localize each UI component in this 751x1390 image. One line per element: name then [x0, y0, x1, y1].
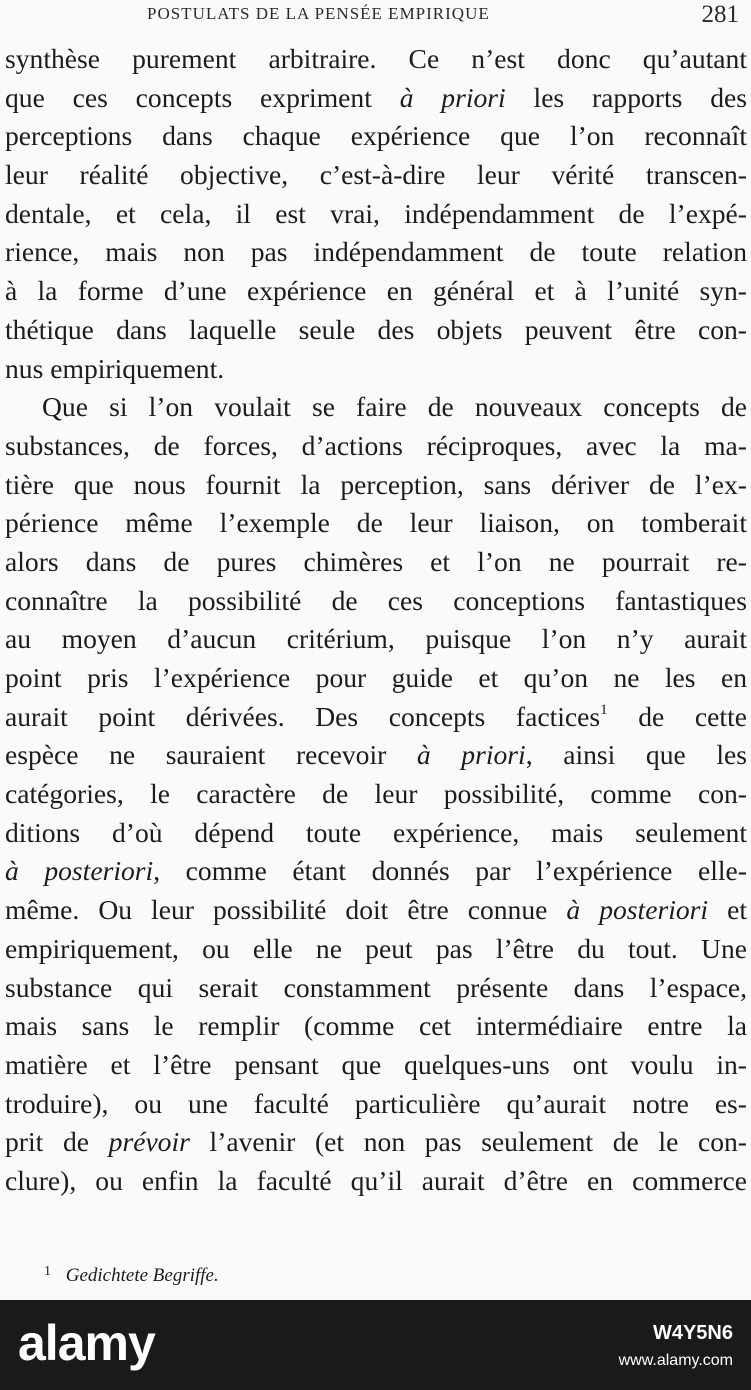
line-text: prit de — [5, 1126, 109, 1158]
text-line — [5, 40, 747, 79]
line-text: point pris l’expérience pour guide et qu’on ne les en — [5, 662, 747, 693]
line-text: connaître la possibilité de ces conceptions fantastiques — [5, 584, 747, 616]
italic-phrase: à priori — [399, 81, 506, 113]
italic-phrase: à posteriori — [5, 855, 154, 887]
text-line — [5, 775, 747, 814]
text-line — [5, 350, 747, 389]
line-text: matière et l’être pensant que quelques-uns ont voulu in- — [5, 1048, 747, 1080]
text-line — [5, 620, 747, 659]
text-line — [5, 969, 747, 1008]
line-text: même. Ou leur possibilité doit être connue — [5, 894, 567, 926]
line-text: Que si l’on voulait se faire de nouveaux concepts de — [42, 391, 747, 423]
text-line — [5, 814, 747, 853]
text-line — [5, 233, 747, 272]
text-line — [5, 659, 747, 698]
text-line — [5, 1162, 747, 1201]
line-text: troduire), ou une faculté particulière qu’aurait notre es- — [5, 1087, 747, 1119]
footnote-reference: 1 — [600, 701, 608, 718]
text-line — [5, 543, 747, 582]
body-text — [5, 40, 747, 1201]
line-text: thétique dans laquelle seule des objets peuvent être con- — [5, 313, 747, 345]
line-text: ditions d’où dépend toute expérience, mais seulement — [5, 816, 747, 848]
line-text: mais sans le remplir (comme cet intermédiaire entre la — [5, 1010, 747, 1042]
line-text: espèce ne sauraient recevoir — [5, 739, 417, 771]
text-line — [5, 1123, 747, 1162]
line-text: à la forme d’une expérience en général et à l’unité syn- — [5, 275, 747, 307]
text-line — [5, 698, 747, 737]
running-head — [147, 1, 739, 28]
text-line — [5, 311, 747, 350]
text-line — [5, 1085, 747, 1124]
text-line — [5, 156, 747, 195]
footnote-text: Gedichtete Begriffe. — [65, 1265, 219, 1286]
line-text: périence même l’exemple de leur liaison, on tomberait — [5, 507, 747, 539]
running-title: POSTULATS DE LA PENSÉE EMPIRIQUE — [147, 4, 490, 23]
text-line — [5, 388, 747, 427]
text-line — [5, 466, 747, 505]
text-line — [5, 930, 747, 969]
image-id: W4Y5N6 — [652, 1322, 733, 1344]
line-text: nus empiriquement. — [5, 352, 225, 384]
text-line — [5, 852, 747, 891]
line-text: rience, mais non pas indépendamment de toute relation — [5, 236, 747, 268]
text-line — [5, 79, 747, 118]
stock-logo: alamy — [18, 1315, 155, 1371]
text-line — [5, 272, 747, 311]
line-text: que ces concepts expriment — [5, 81, 400, 113]
text-line — [5, 582, 747, 621]
line-text: perceptions dans chaque expérience que l’on reconnaît — [5, 120, 747, 152]
site-url: www.alamy.com — [618, 1352, 733, 1369]
text-line — [5, 1046, 747, 1085]
footnote-mark: 1 — [44, 1264, 51, 1279]
line-text: substances, de forces, d’actions réciproques, avec la ma- — [5, 429, 747, 461]
page-number: 281 — [701, 1, 739, 28]
line-text: aurait point dérivées. Des concepts factices — [5, 700, 601, 732]
text-line — [5, 1007, 747, 1046]
line-text-after: de cette — [607, 700, 747, 732]
line-text: au moyen d’aucun critérium, puisque l’on n’y aurait — [5, 623, 747, 655]
line-text: empiriquement, ou elle ne peut pas l’être du tout. Une — [5, 932, 747, 964]
line-text: tière que nous fournit la perception, sans dériver de l’ex- — [5, 468, 747, 500]
line-text: leur réalité objective, c’est-à-dire leur vérité transcen- — [5, 159, 747, 191]
line-text: substance qui serait constamment présente dans l’espace, — [5, 971, 747, 1003]
line-text: synthèse purement arbitraire. Ce n’est donc qu’autant — [5, 43, 747, 74]
italic-phrase: à posteriori — [566, 894, 709, 926]
line-text-after: les rapports des — [505, 81, 747, 113]
footnote — [44, 1264, 219, 1287]
italic-phrase: à priori — [416, 739, 526, 771]
text-line — [5, 504, 747, 543]
line-text: clure), ou enfin la faculté qu’il aurait d’être en commerce — [5, 1164, 747, 1196]
text-line — [5, 195, 747, 234]
stock-watermark-bar — [0, 1300, 751, 1390]
text-line — [5, 891, 747, 930]
line-text: catégories, le caractère de leur possibilité, comme con- — [5, 778, 747, 810]
text-line — [5, 427, 747, 466]
italic-phrase: prévoir — [108, 1126, 190, 1158]
line-text-after: l’avenir (et non pas seulement de le con- — [189, 1126, 747, 1158]
text-line — [5, 736, 747, 775]
line-text-after: , comme étant donnés par l’expérience elle- — [153, 855, 747, 887]
text-line — [5, 117, 747, 156]
line-text-after: , ainsi que les — [525, 739, 748, 771]
line-text-after: et — [708, 894, 747, 926]
line-text: alors dans de pures chimères et l’on ne pourrait re- — [5, 545, 747, 577]
line-text: dentale, et cela, il est vrai, indépendamment de l’expé- — [5, 197, 747, 229]
